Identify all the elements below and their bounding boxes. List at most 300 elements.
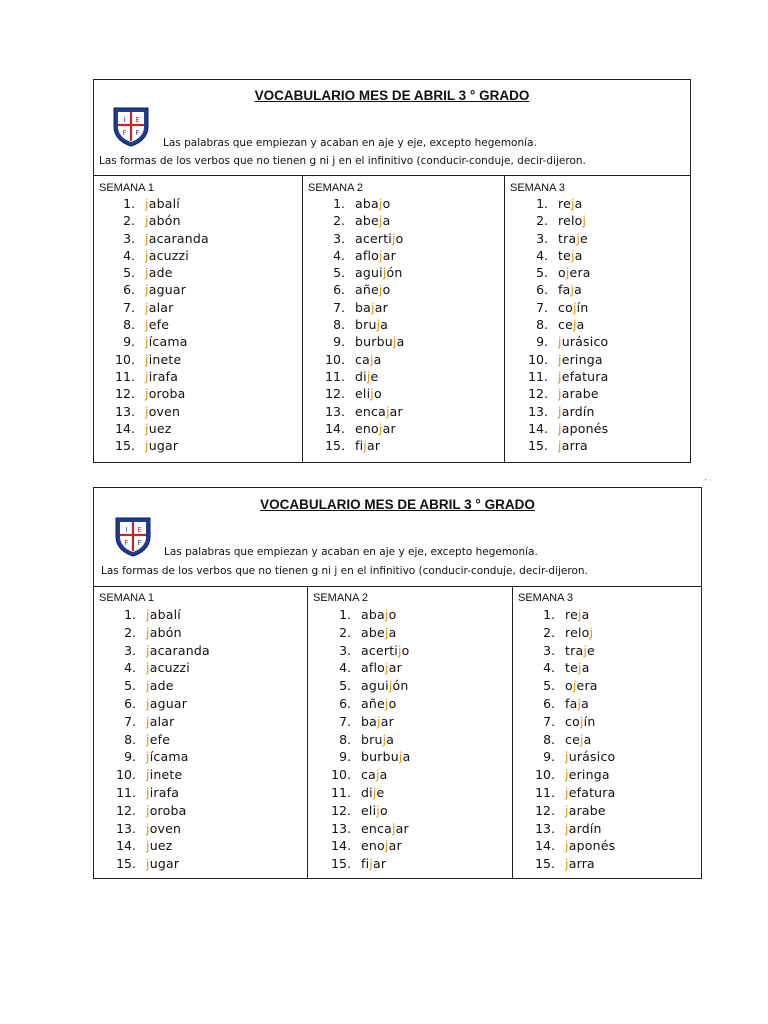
word-text: jacuzzi <box>146 660 190 676</box>
word-item <box>333 333 405 350</box>
word-number: 7. <box>543 713 555 729</box>
word-item <box>123 299 209 316</box>
word-item <box>543 731 616 749</box>
word-item <box>536 195 609 212</box>
svg-text:I: I <box>125 526 128 534</box>
word-item <box>339 748 411 766</box>
word-number: 7. <box>123 299 135 315</box>
word-text: jacuzzi <box>145 247 189 263</box>
word-text: abeja <box>361 624 397 640</box>
word-number: 7. <box>333 299 345 315</box>
word-item <box>333 230 404 247</box>
rule-line-1: Las palabras que empiezan y acaban en aje y eje, excepto hegemonía. <box>164 546 538 558</box>
word-number: 9. <box>124 749 136 765</box>
word-text: acertijo <box>355 230 404 246</box>
word-text: jalar <box>146 713 175 729</box>
word-text: enojar <box>355 420 396 436</box>
word-item <box>535 855 616 873</box>
word-item <box>116 784 210 802</box>
word-text: jade <box>146 678 174 694</box>
word-number: 4. <box>123 247 135 263</box>
word-item <box>535 784 616 802</box>
word-item <box>333 316 404 333</box>
word-item <box>124 695 210 713</box>
week-label: SEMANA 3 <box>510 182 566 194</box>
word-text: teja <box>558 247 583 263</box>
word-number: 4. <box>333 247 345 263</box>
word-number: 3. <box>339 642 351 658</box>
word-text: dije <box>355 368 379 384</box>
word-number: 9. <box>333 334 345 350</box>
word-text: jefatura <box>558 368 609 384</box>
word-item <box>124 606 210 624</box>
word-number: 9. <box>339 749 351 765</box>
word-text: jefe <box>146 731 171 747</box>
word-item <box>115 403 209 420</box>
word-item <box>116 766 210 784</box>
word-text: añejo <box>355 282 391 298</box>
word-text: jaguar <box>145 282 187 298</box>
word-text: jefe <box>145 317 170 333</box>
word-text: aflojar <box>361 660 402 676</box>
word-number: 8. <box>536 317 548 333</box>
word-text: jurásico <box>565 749 616 765</box>
word-number: 15. <box>325 438 345 454</box>
word-text: ojera <box>565 678 598 694</box>
week-label: SEMANA 1 <box>99 592 155 604</box>
word-text: jugar <box>145 438 179 454</box>
word-number: 10. <box>331 767 351 783</box>
card-header <box>94 488 701 587</box>
card-title: VOCABULARIO MES DE ABRIL 3 ° GRADO <box>254 88 530 103</box>
word-item <box>543 677 616 695</box>
word-item <box>123 316 209 333</box>
word-text: bajar <box>361 713 394 729</box>
word-item <box>543 713 616 731</box>
word-number: 7. <box>339 713 351 729</box>
word-number: 1. <box>536 196 548 211</box>
word-text: añejo <box>361 695 397 711</box>
word-number: 2. <box>536 213 548 229</box>
word-text: caja <box>355 351 382 367</box>
word-number: 13. <box>528 403 548 419</box>
word-item <box>331 837 410 855</box>
word-number: 7. <box>124 713 136 729</box>
svg-text:E: E <box>137 526 142 534</box>
word-text: jirafa <box>146 784 180 800</box>
vocabulary-card-1 <box>93 79 691 463</box>
word-text: aflojar <box>355 247 396 263</box>
word-number: 10. <box>528 351 548 367</box>
svg-text:F: F <box>137 539 142 547</box>
word-text: jícama <box>146 749 189 765</box>
word-number: 9. <box>543 749 555 765</box>
word-text: elijo <box>355 386 382 402</box>
word-number: 4. <box>124 660 136 676</box>
word-text: teja <box>565 660 590 676</box>
word-text: fijar <box>355 438 381 454</box>
word-text: juez <box>145 420 172 436</box>
word-list <box>528 195 609 454</box>
word-number: 3. <box>124 642 136 658</box>
word-list <box>331 606 411 873</box>
word-number: 5. <box>124 678 136 694</box>
word-item <box>115 385 209 402</box>
word-text: dije <box>361 784 385 800</box>
word-item <box>325 385 404 402</box>
rule-line-2: Las formas de los verbos que no tienen g ni j en el infinitivo (conducir-conduje, decir-dijeron. <box>99 155 586 167</box>
word-item <box>339 695 410 713</box>
word-number: 3. <box>543 642 555 658</box>
word-number: 2. <box>123 213 135 229</box>
word-number: 6. <box>124 695 136 711</box>
word-item <box>536 264 609 281</box>
word-text: ceja <box>558 317 585 333</box>
word-item <box>536 247 609 264</box>
word-item <box>339 642 410 660</box>
word-item <box>535 837 616 855</box>
word-list <box>115 195 209 454</box>
word-text: jade <box>145 265 173 281</box>
word-text: jabón <box>145 213 181 229</box>
word-number: 13. <box>115 403 135 419</box>
word-item <box>331 820 410 838</box>
word-item <box>331 855 410 873</box>
word-number: 12. <box>331 802 351 818</box>
word-item <box>115 368 209 385</box>
word-number: 10. <box>535 767 555 783</box>
word-item <box>325 351 404 368</box>
svg-text:F: F <box>122 129 127 137</box>
word-number: 10. <box>115 351 135 367</box>
word-item <box>115 437 209 454</box>
word-number: 5. <box>339 678 351 694</box>
word-text: japonés <box>558 420 609 436</box>
word-item <box>124 659 210 677</box>
word-number: 2. <box>333 213 345 229</box>
word-text: caja <box>361 767 388 783</box>
word-text: reja <box>565 607 590 622</box>
word-number: 15. <box>535 856 555 872</box>
word-item <box>543 659 616 677</box>
word-number: 11. <box>331 784 351 800</box>
word-number: 12. <box>325 386 345 402</box>
word-item <box>116 855 210 873</box>
word-text: cojín <box>558 299 589 315</box>
word-item <box>339 659 410 677</box>
word-item <box>535 802 616 820</box>
word-text: abeja <box>355 213 391 229</box>
word-text: jugar <box>146 856 180 872</box>
word-item <box>325 403 404 420</box>
word-number: 10. <box>116 767 136 783</box>
word-number: 12. <box>116 802 136 818</box>
word-number: 14. <box>115 420 135 436</box>
word-text: ojera <box>558 265 591 281</box>
word-item <box>333 264 404 281</box>
word-number: 1. <box>339 607 351 622</box>
word-text: jurásico <box>558 334 609 350</box>
svg-text:I: I <box>123 116 126 124</box>
word-text: fijar <box>361 856 387 872</box>
word-text: acertijo <box>361 642 410 658</box>
word-list <box>325 195 405 454</box>
word-number: 13. <box>325 403 345 419</box>
word-number: 2. <box>124 624 136 640</box>
word-text: enojar <box>361 838 402 854</box>
svg-text:E: E <box>135 116 140 124</box>
word-number: 1. <box>333 196 345 211</box>
word-text: bruja <box>361 731 395 747</box>
word-text: jabalí <box>145 196 180 211</box>
word-item <box>123 230 209 247</box>
word-text: bajar <box>355 299 388 315</box>
word-number: 13. <box>116 820 136 836</box>
word-item <box>115 351 209 368</box>
word-item <box>339 606 410 624</box>
word-text: encajar <box>361 820 409 836</box>
week-label: SEMANA 1 <box>99 182 155 194</box>
word-item <box>333 195 404 212</box>
word-number: 12. <box>528 386 548 402</box>
word-number: 8. <box>123 317 135 333</box>
word-number: 6. <box>536 282 548 298</box>
word-text: jinete <box>146 767 183 783</box>
word-text: faja <box>558 282 583 298</box>
word-item <box>115 420 209 437</box>
word-item <box>528 351 609 368</box>
word-number: 4. <box>543 660 555 676</box>
word-text: joroba <box>146 802 187 818</box>
word-number: 8. <box>339 731 351 747</box>
word-text: jalar <box>145 299 174 315</box>
word-item <box>124 731 210 749</box>
week-columns <box>94 175 690 462</box>
word-number: 11. <box>528 368 548 384</box>
word-text: jinete <box>145 351 182 367</box>
word-number: 8. <box>124 731 136 747</box>
word-item <box>339 713 410 731</box>
word-item <box>536 316 609 333</box>
word-text: jabalí <box>146 607 181 622</box>
word-text: abajo <box>361 607 397 622</box>
word-item <box>333 299 404 316</box>
word-item <box>116 820 210 838</box>
word-item <box>528 437 609 454</box>
week-column-2 <box>303 175 505 462</box>
word-item <box>339 731 410 749</box>
word-number: 15. <box>528 438 548 454</box>
word-number: 15. <box>115 438 135 454</box>
word-list <box>535 606 616 873</box>
word-number: 11. <box>116 784 136 800</box>
rule-line-1: Las palabras que empiezan y acaban en aje y eje, excepto hegemonía. <box>163 137 537 149</box>
word-text: jacaranda <box>146 642 210 658</box>
word-item <box>124 713 210 731</box>
word-item <box>325 420 404 437</box>
word-item <box>339 624 410 642</box>
word-number: 6. <box>123 282 135 298</box>
word-number: 1. <box>123 196 135 211</box>
word-text: jirafa <box>145 368 179 384</box>
word-item <box>325 368 404 385</box>
vocabulary-card-2 <box>93 487 702 879</box>
word-number: 2. <box>543 624 555 640</box>
word-text: jabón <box>146 624 182 640</box>
word-number: 2. <box>339 624 351 640</box>
word-text: faja <box>565 695 590 711</box>
word-item <box>123 247 209 264</box>
card-title: VOCABULARIO MES DE ABRIL 3 ° GRADO <box>260 497 535 512</box>
word-number: 8. <box>333 317 345 333</box>
word-text: jarabe <box>558 386 599 402</box>
word-text: japonés <box>565 838 616 854</box>
word-text: jeringa <box>558 351 603 367</box>
word-number: 14. <box>325 420 345 436</box>
word-item <box>116 802 210 820</box>
word-text: burbuja <box>355 334 405 350</box>
word-text: jardín <box>558 403 595 419</box>
week-column-1 <box>94 586 308 878</box>
svg-text:F: F <box>124 539 129 547</box>
word-number: 6. <box>543 695 555 711</box>
school-crest-icon <box>112 515 154 561</box>
word-item <box>536 299 609 316</box>
word-text: jaguar <box>146 695 188 711</box>
word-item <box>333 247 404 264</box>
word-number: 14. <box>331 838 351 854</box>
word-text: reloj <box>558 213 587 229</box>
word-text: abajo <box>355 196 391 211</box>
word-text: joroba <box>145 386 186 402</box>
word-item <box>543 748 616 766</box>
word-item <box>123 212 209 229</box>
word-number: 3. <box>123 230 135 246</box>
word-text: traje <box>558 230 588 246</box>
word-list <box>116 606 210 873</box>
word-item <box>536 212 609 229</box>
word-number: 3. <box>333 230 345 246</box>
word-item <box>535 820 616 838</box>
word-text: aguijón <box>361 678 409 694</box>
word-number: 1. <box>543 607 555 622</box>
school-crest-icon <box>110 105 152 151</box>
word-number: 10. <box>325 351 345 367</box>
word-item <box>123 195 209 212</box>
word-item <box>543 606 616 624</box>
word-text: juez <box>146 838 173 854</box>
word-item <box>543 624 616 642</box>
word-item <box>331 766 410 784</box>
svg-text:F: F <box>135 129 140 137</box>
word-number: 11. <box>535 784 555 800</box>
word-number: 12. <box>115 386 135 402</box>
word-number: 5. <box>123 265 135 281</box>
word-item <box>333 212 404 229</box>
word-text: ceja <box>565 731 592 747</box>
word-text: burbuja <box>361 749 411 765</box>
word-number: 5. <box>333 265 345 281</box>
word-number: 3. <box>536 230 548 246</box>
word-text: jefatura <box>565 784 616 800</box>
word-text: traje <box>565 642 595 658</box>
word-number: 13. <box>331 820 351 836</box>
word-number: 8. <box>543 731 555 747</box>
word-item <box>535 766 616 784</box>
word-item <box>536 281 609 298</box>
word-item <box>536 230 609 247</box>
week-column-1 <box>94 175 303 462</box>
word-text: jarra <box>558 438 588 454</box>
word-number: 14. <box>116 838 136 854</box>
word-number: 4. <box>536 247 548 263</box>
word-number: 6. <box>333 282 345 298</box>
word-item <box>123 264 209 281</box>
word-number: 5. <box>543 678 555 694</box>
word-number: 11. <box>115 368 135 384</box>
word-text: reloj <box>565 624 594 640</box>
word-text: joven <box>146 820 182 836</box>
word-item <box>528 403 609 420</box>
word-number: 9. <box>536 334 548 350</box>
word-text: aguijón <box>355 265 403 281</box>
word-text: joven <box>145 403 181 419</box>
word-text: reja <box>558 196 583 211</box>
word-item <box>339 677 410 695</box>
word-text: jícama <box>145 334 188 350</box>
week-column-3 <box>505 175 690 462</box>
week-label: SEMANA 2 <box>313 592 369 604</box>
word-item <box>331 784 410 802</box>
word-item <box>528 385 609 402</box>
word-item <box>528 420 609 437</box>
word-number: 13. <box>535 820 555 836</box>
word-item <box>124 642 210 660</box>
word-text: encajar <box>355 403 403 419</box>
word-item <box>124 624 210 642</box>
word-item <box>543 695 616 713</box>
word-number: 7. <box>536 299 548 315</box>
word-item <box>123 281 209 298</box>
word-text: jarra <box>565 856 595 872</box>
word-text: jardín <box>565 820 602 836</box>
word-number: 6. <box>339 695 351 711</box>
word-text: jacaranda <box>145 230 209 246</box>
week-label: SEMANA 3 <box>518 592 574 604</box>
word-item <box>528 368 609 385</box>
word-number: 12. <box>535 802 555 818</box>
word-number: 11. <box>325 368 345 384</box>
word-item <box>325 437 404 454</box>
word-text: bruja <box>355 317 389 333</box>
week-column-2 <box>308 586 513 878</box>
word-item <box>124 677 210 695</box>
week-label: SEMANA 2 <box>308 182 364 194</box>
word-number: 14. <box>535 838 555 854</box>
word-item <box>116 837 210 855</box>
word-number: 15. <box>331 856 351 872</box>
word-number: 4. <box>339 660 351 676</box>
stray-mark: • › <box>704 477 712 484</box>
word-number: 5. <box>536 265 548 281</box>
word-text: jeringa <box>565 767 610 783</box>
word-number: 1. <box>124 607 136 622</box>
word-text: jarabe <box>565 802 606 818</box>
word-item <box>123 333 209 350</box>
word-item <box>536 333 609 350</box>
word-number: 15. <box>116 856 136 872</box>
word-text: cojín <box>565 713 596 729</box>
